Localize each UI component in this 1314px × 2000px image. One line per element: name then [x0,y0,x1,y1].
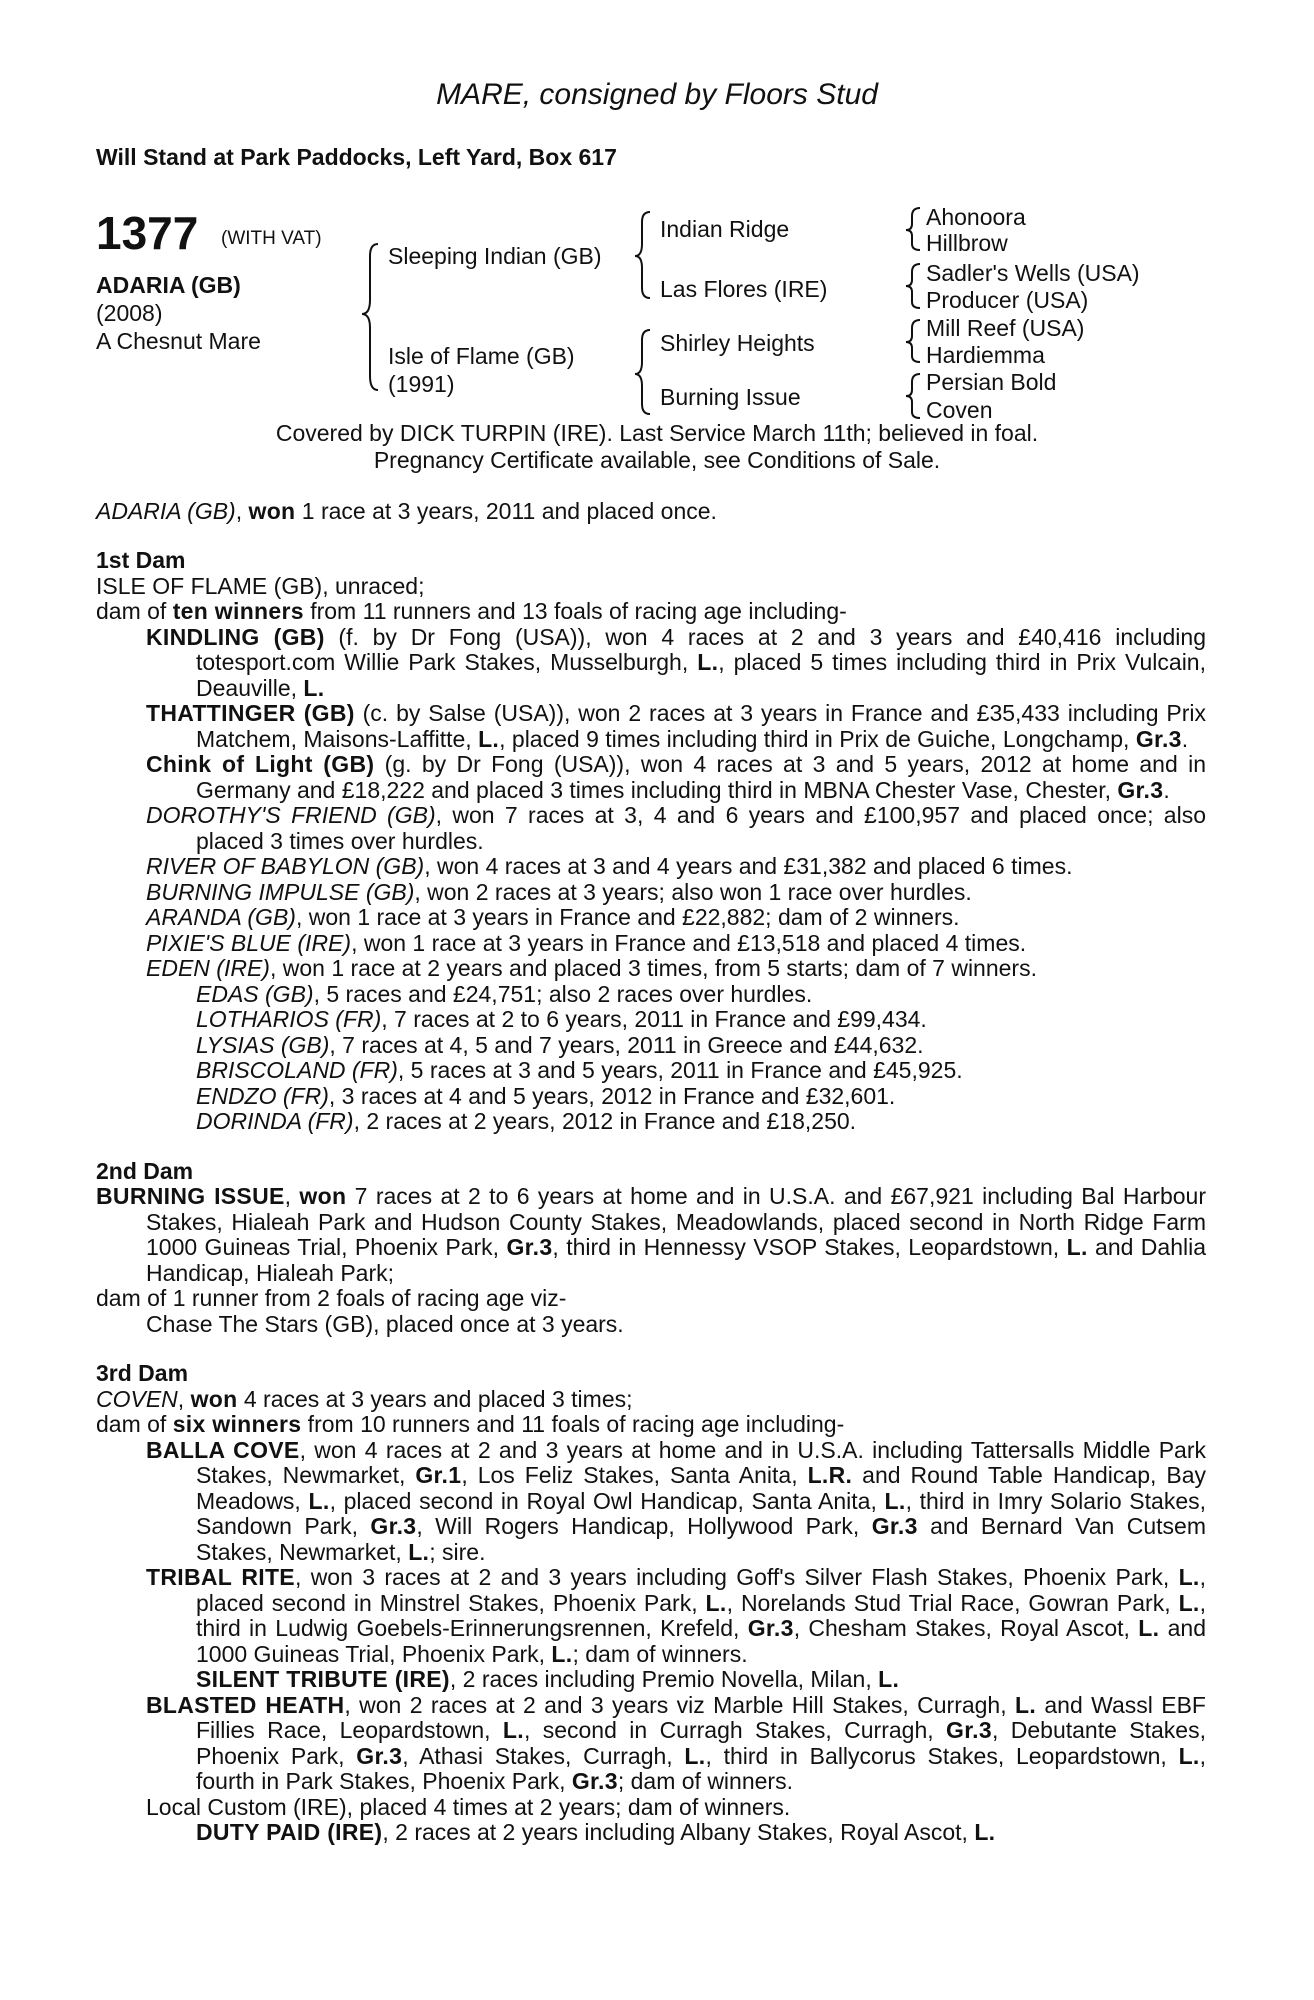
entry-tribal-rite-l5: L. [551,1640,573,1667]
entry-tribal-rite-g: ; dam of winners. [572,1640,748,1667]
entry-thattinger-name: THATTINGER (GB) [146,700,355,726]
entry-thattinger-grade-1: L. [478,725,500,752]
entry-duty-paid-name: DUTY PAID (IRE) [196,1819,383,1845]
entry-chink [146,752,1206,803]
entry-blasted-heath-g3b: Gr.3 [356,1742,403,1769]
entry-kindling-grade-1: L. [697,649,719,675]
entry-blasted-heath-l4: L. [1178,1742,1200,1769]
second-dam-name: BURNING ISSUE [96,1183,285,1209]
entry-balla-cove [146,1438,1206,1566]
eden-progeny-endzo [196,1084,1206,1110]
entry-blasted-heath-b: and Wassl EBF Fillies Race, Leopardstown, [196,1691,1206,1743]
entry-eden-name: EDEN (IRE) [146,955,270,981]
entry-duty-paid [196,1820,1206,1846]
entry-balla-cove-g: and Bernard Van Cutsem Stakes, Newmarket, [196,1513,1206,1565]
first-dam-of-winners: ten winners [172,598,304,624]
pedigree-g3-4: Producer (USA) [926,287,1089,313]
third-dam-text: 4 races at 3 years and placed 3 times; [237,1385,633,1412]
entry-burning-impulse [146,880,1206,906]
entry-aranda [146,905,1206,931]
covered-line-1: Covered by DICK TURPIN (IRE). Last Service March 11th; believed in foal. [275,420,1039,446]
entry-blasted-heath-g: , fourth in Park Stakes, Phoenix Park, [196,1742,1206,1794]
entry-pixie [146,931,1206,957]
pedigree-g3-8: Coven [926,397,993,423]
entry-balla-cove-g1: Gr.1 [415,1462,462,1488]
pedigree-sire-sire: Indian Ridge [660,216,790,242]
entry-blasted-heath-a: , won 2 races at 2 and 3 years viz Marble Hill Stakes, Curragh, [344,1691,1015,1718]
entry-tribal-rite-b: , placed second in Minstrel Stakes, Phoenix Park, [196,1564,1206,1616]
pedigree-g3-3: Sadler's Wells (USA) [926,260,1140,286]
race-record: ADARIA (GB), won 1 race at 3 years, 2011 and placed once. [96,498,717,524]
race-record-won: won [248,498,296,524]
lot-number: 1377 [96,207,199,259]
stand-location: Will Stand at Park Paddocks, Left Yard, Box 617 [96,144,617,170]
entry-blasted-heath-name: BLASTED HEATH [146,1691,345,1718]
entry-balla-cove-g3b: Gr.3 [871,1513,918,1539]
eden-progeny-lysias [196,1033,1206,1059]
entry-thattinger-text-3: . [1181,725,1189,752]
second-dam-heading: 2nd Dam [96,1157,194,1184]
entry-balla-cove-l3: L. [408,1538,430,1565]
entry-eden [146,956,1206,982]
horse-description: A Chesnut Mare [96,328,261,354]
eden-progeny-lysias-text: , 7 races at 4, 5 and 7 years, 2011 in Greece and £44,632. [329,1031,924,1058]
entry-tribal-rite-a: , won 3 races at 2 and 3 years including Goff's Silver Flash Stakes, Phoenix Park, [294,1564,1179,1590]
third-dam-of-winners: six winners [172,1411,302,1437]
eden-progeny-lysias-name: LYSIAS (GB) [196,1031,330,1058]
entry-silent-tribute [196,1667,1206,1693]
entry-balla-cove-g3a: Gr.3 [370,1513,417,1539]
eden-progeny-briscoland-text: , 5 races at 3 and 5 years, 2011 in France and £45,925. [397,1057,963,1083]
entry-blasted-heath [146,1693,1206,1795]
second-dam-grade-2: L. [1066,1234,1088,1260]
entry-dorothy [146,803,1206,854]
third-dam-record: COVEN, won 4 races at 3 years and placed 3 times; [96,1385,633,1412]
eden-progeny-lotharios [196,1007,1206,1033]
third-dam-heading: 3rd Dam [96,1360,189,1386]
entry-blasted-heath-f: , third in Ballycorus Stakes, Leopardstown, [705,1742,1179,1769]
entry-thattinger [146,701,1206,752]
eden-progeny-lotharios-text: , 7 races at 2 to 6 years, 2011 in France and £99,434. [381,1006,927,1032]
entry-balla-cove-d: , placed second in Royal Owl Handicap, Santa Anita, [329,1487,885,1514]
pedigree-g3-6: Hardiemma [926,342,1045,368]
entry-balla-cove-l2: L. [884,1487,906,1514]
first-dam-of-pre: dam of [96,598,173,624]
entry-chink-text-2: . [1163,776,1170,803]
entry-tribal-rite-g3: Gr.3 [747,1615,794,1641]
vat-label: (WITH VAT) [221,228,322,249]
entry-kindling-name: KINDLING (GB) [146,623,325,650]
eden-progeny-edas-name: EDAS (GB) [196,980,314,1007]
entry-kindling-text-2: , placed 5 times including third in Prix Vulcain, Deauville, [196,649,1206,701]
pedigree-braces [0,0,1314,440]
eden-progeny-dorinda-name: DORINDA (FR) [196,1108,354,1134]
entry-river-text: , won 4 races at 3 and 4 years and £31,382 and placed 6 times. [424,853,1073,879]
entry-river [146,854,1206,880]
spacer [96,1337,1206,1361]
entry-local-custom: Local Custom (IRE), placed 4 times at 2 years; dam of winners. [146,1793,791,1820]
second-dam-grade-1: Gr.3 [506,1234,553,1260]
entry-dorothy-text: , won 7 races at 3, 4 and 6 years and £100,957 and placed once; also placed 3 times over hurdles. [196,802,1207,854]
entry-blasted-heath-h: ; dam of winners. [617,1768,793,1794]
entry-thattinger-text-2: , placed 9 times including third in Prix de Guiche, Longchamp, [499,725,1136,752]
first-dam-of-post: from 11 runners and 13 foals of racing age including- [303,598,847,624]
third-dam-of [96,1412,1206,1438]
third-dam-of-pre: dam of [96,1411,173,1437]
covered-note [0,420,1314,474]
entry-tribal-rite-f: and 1000 Guineas Trial, Phoenix Park, [196,1615,1206,1667]
entry-balla-cove-l1: L. [308,1487,330,1514]
dam-details [96,548,1206,1846]
entry-tribal-rite-d: , third in Ludwig Goebels-Erinnerungsrennen, Krefeld, [196,1589,1206,1641]
pedigree-g3-5: Mill Reef (USA) [926,315,1085,341]
second-dam-won: won [299,1183,347,1209]
entry-balla-cove-f: , Will Rogers Handicap, Hollywood Park, [416,1513,872,1539]
eden-progeny-lotharios-name: LOTHARIOS (FR) [196,1006,382,1032]
entry-tribal-rite-name: TRIBAL RITE [146,1564,295,1590]
entry-blasted-heath-d: , Debutante Stakes, Phoenix Park, [196,1717,1206,1769]
covered-line-2: Pregnancy Certificate available, see Conditions of Sale. [373,447,941,473]
entry-balla-cove-name: BALLA COVE [146,1436,300,1463]
entry-pixie-text: , won 1 race at 3 years in France and £13,518 and placed 4 times. [351,929,1027,956]
entry-tribal-rite-e: , Chesham Stakes, Royal Ascot, [793,1615,1139,1641]
entry-tribal-rite [146,1565,1206,1667]
horse-name: ADARIA (GB) [96,272,241,298]
entry-chink-text: (g. by Dr Fong (USA)), won 4 races at 3 and 5 years, 2012 at home and in Germany and £18,222 and placed 3 times including third in MBNA Chester Vase, Chester, [196,751,1206,803]
second-dam-text: 7 races at 2 to 6 years at home and in U.S.A. and £67,921 including Bal Harbour Stakes, Hialeah Park and Hudson County Stakes, Meadowlands, placed second in North Ridge Farm 1000 Guineas Trial, Phoenix Park, [146,1183,1206,1260]
entry-tribal-rite-l1: L. [1178,1564,1200,1590]
pedigree-dam-year: (1991) [388,371,455,397]
entry-duty-paid-l: L. [974,1819,996,1845]
second-dam-text-3: and Dahlia Handicap, Hialeah Park; [146,1234,1207,1286]
entry-chink-grade: Gr.3 [1117,776,1164,803]
eden-progeny-edas [196,982,1206,1008]
entry-blasted-heath-l2: L. [502,1717,524,1743]
entry-aranda-text: , won 1 race at 3 years in France and £22,882; dam of 2 winners. [295,904,960,930]
entry-blasted-heath-l3: L. [684,1742,706,1769]
pedigree-sire: Sleeping Indian (GB) [388,243,602,269]
entry-balla-cove-c: and Round Table Handicap, Bay Meadows, [196,1462,1206,1514]
first-dam-line: ISLE OF FLAME (GB), unraced; [96,572,425,599]
eden-progeny-briscoland [196,1058,1206,1084]
entry-kindling [146,625,1206,702]
entry-burning-impulse-text: , won 2 races at 3 years; also won 1 race over hurdles. [414,878,972,905]
entry-kindling-grade-2: L. [303,674,325,701]
entry-eden-text: , won 1 race at 2 years and placed 3 times, from 5 starts; dam of 7 winners. [269,955,1037,981]
pedigree-dam: Isle of Flame (GB) [388,343,575,369]
race-record-text: 1 race at 3 years, 2011 and placed once. [295,498,717,524]
entry-burning-impulse-name: BURNING IMPULSE (GB) [146,878,415,905]
entry-thattinger-text: (c. by Salse (USA)), won 2 races at 3 years in France and £35,433 including Prix Matchem, Maisons-Laffitte, [196,700,1206,752]
entry-balla-cove-h: ; sire. [429,1538,486,1565]
entry-pixie-name: PIXIE'S BLUE (IRE) [146,929,352,956]
pedigree-sire-dam: Las Flores (IRE) [660,276,828,302]
pedigree-dam-dam: Burning Issue [660,384,801,410]
entry-tribal-rite-c: , Norelands Stud Trial Race, Gowran Park, [726,1589,1179,1616]
entry-blasted-heath-e: , Athasi Stakes, Curragh, [402,1742,685,1769]
third-dam-name: COVEN [96,1385,178,1412]
eden-progeny-endzo-text: , 3 races at 4 and 5 years, 2012 in France and £32,601. [328,1082,896,1109]
entry-blasted-heath-c: , second in Curragh Stakes, Curragh, [523,1717,947,1743]
entry-silent-tribute-l: L. [878,1666,900,1692]
eden-progeny-dorinda-text: , 2 races at 2 years, 2012 in France and £18,250. [353,1108,857,1134]
entry-balla-cove-b: , Los Feliz Stakes, Santa Anita, [461,1462,808,1488]
pedigree-g3-7: Persian Bold [926,369,1057,395]
entry-chink-name: Chink of Light (GB) [146,751,375,777]
spacer [96,1135,1206,1159]
first-dam-of [96,599,1206,625]
entry-tribal-rite-l3: L. [1178,1589,1200,1616]
third-dam-of-post: from 10 runners and 11 foals of racing age including- [301,1411,845,1437]
entry-duty-paid-text: , 2 races at 2 years including Albany Stakes, Royal Ascot, [382,1819,975,1845]
entry-silent-tribute-name: SILENT TRIBUTE (IRE) [196,1666,450,1692]
third-dam-won: won [190,1385,238,1412]
pedigree-dam-sire: Shirley Heights [660,330,815,356]
eden-progeny-edas-text: , 5 races and £24,751; also 2 races over hurdles. [313,980,813,1007]
entry-thattinger-grade-2: Gr.3 [1135,725,1182,752]
entry-tribal-rite-l2: L. [705,1589,727,1616]
second-dam-record: BURNING ISSUE, won 7 races at 2 to 6 years at home and in U.S.A. and £67,921 including Bal Harbour Stakes, Hialeah Park and Hudson County Stakes, Meadowlands, placed second in North Ridge Farm 1000 Guineas Trial, Phoenix Park, Gr.3, third in Hennessy VSOP Stakes, Leopardstown, L. and Dahlia Handicap, Hialeah Park; [96,1183,1207,1286]
entry-tribal-rite-l4: L. [1138,1615,1160,1641]
entry-kindling-text: (f. by Dr Fong (USA)), won 4 races at 2 and 3 years and £40,416 including totesport.com Willie Park Stakes, Musselburgh, [196,623,1206,675]
pedigree-g3-1: Ahonoora [926,204,1026,230]
entry-aranda-name: ARANDA (GB) [146,904,296,930]
first-dam-heading: 1st Dam [96,547,186,573]
pedigree-g3-2: Hillbrow [926,230,1008,256]
entry-river-name: RIVER OF BABYLON (GB) [146,853,425,879]
entry-balla-cove-e: , third in Imry Solario Stakes, Sandown Park, [196,1487,1207,1539]
horse-year: (2008) [96,300,163,326]
page-title: MARE, consigned by Floors Stud [436,78,878,111]
entry-balla-cove-a: , won 4 races at 2 and 3 years at home and in U.S.A. including Tattersalls Middle Park Stakes, Newmarket, [196,1436,1206,1488]
entry-balla-cove-lr: L.R. [807,1462,853,1488]
second-dam-of: dam of 1 runner from 2 foals of racing age viz- [96,1285,567,1311]
eden-progeny-briscoland-name: BRISCOLAND (FR) [196,1057,398,1083]
race-record-name: ADARIA (GB) [96,498,236,524]
second-dam-text-2: , third in Hennessy VSOP Stakes, Leopardstown, [552,1234,1067,1260]
entry-dorothy-name: DOROTHY'S FRIEND (GB) [146,802,436,828]
entry-blasted-heath-g3a: Gr.3 [946,1717,992,1743]
second-dam-progeny: Chase The Stars (GB), placed once at 3 years. [146,1310,624,1337]
entry-blasted-heath-g3c: Gr.3 [571,1768,618,1794]
entry-blasted-heath-l1: L. [1014,1691,1037,1718]
eden-progeny-dorinda [196,1109,1206,1135]
entry-silent-tribute-text: , 2 races including Premio Novella, Milan, [449,1666,879,1692]
eden-progeny-endzo-name: ENDZO (FR) [196,1082,329,1109]
